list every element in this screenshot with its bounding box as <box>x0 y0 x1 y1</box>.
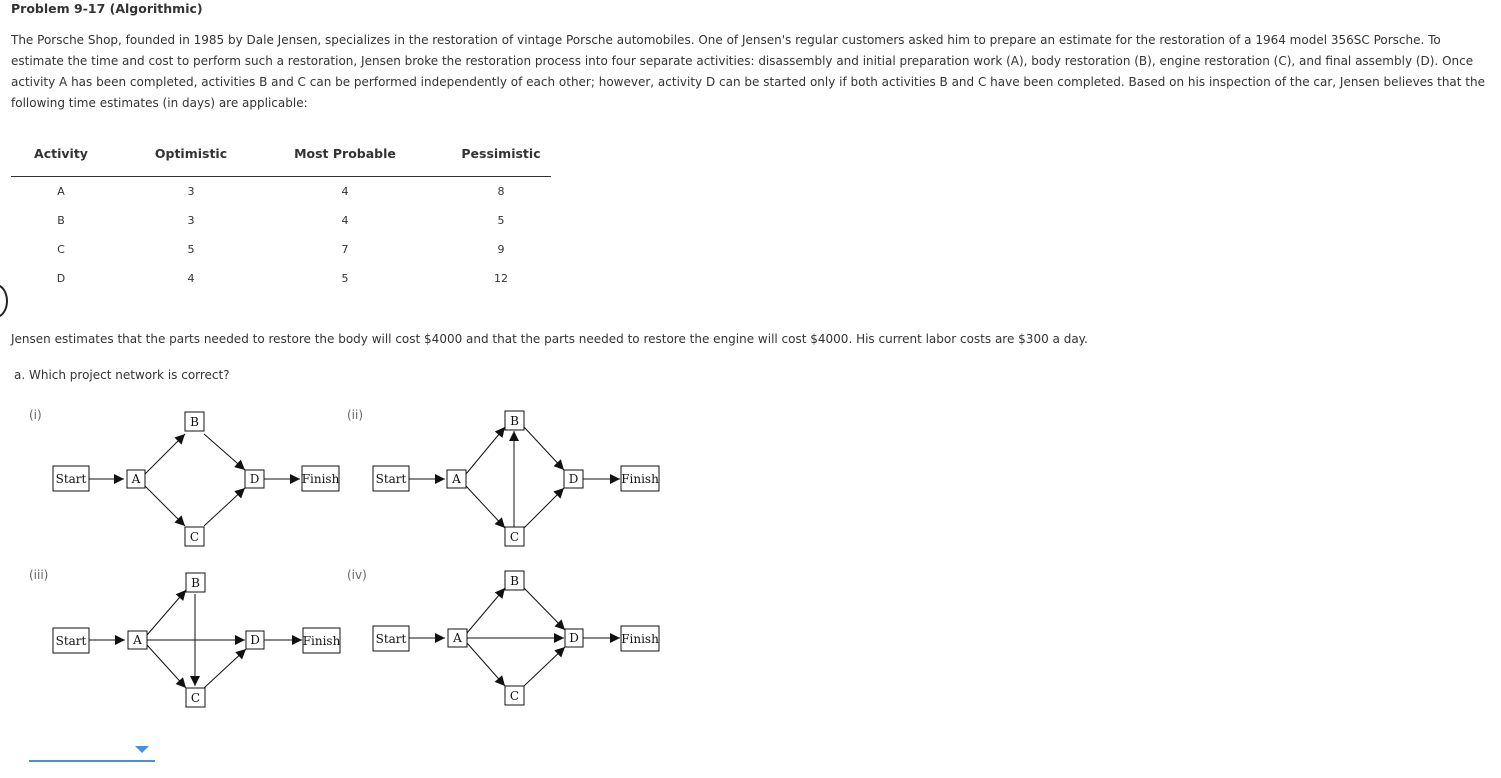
node-c-label: C <box>189 530 200 544</box>
table-cell: 5 <box>187 243 195 256</box>
node-start-label: Start <box>375 472 407 486</box>
table-header: Activity <box>34 146 88 161</box>
node-a-label: A <box>131 472 141 486</box>
table-cell: 7 <box>341 243 349 256</box>
table-cell: C <box>57 243 65 256</box>
node-a-label: A <box>133 633 142 647</box>
table-cell: 5 <box>341 272 349 285</box>
node-b-label: B <box>510 574 519 588</box>
node-start-label: Start <box>55 472 87 486</box>
node-d-label: D <box>568 472 579 486</box>
node-finish-label: Finish <box>621 632 659 646</box>
table-header: Optimistic <box>154 146 228 161</box>
answer-dropdown[interactable] <box>29 742 155 762</box>
network-ii <box>409 427 620 528</box>
option-label-iii: (iii) <box>29 568 49 582</box>
node-start-label: Start <box>375 632 407 646</box>
cost-statement: Jensen estimates that the parts needed to restore the body will cost $4000 and that the parts needed to restore the engine will cost $4000. His current labor costs are $300 a day. <box>11 332 1088 346</box>
node-finish-label: Finish <box>621 472 659 486</box>
question-a: a. Which project network is correct? <box>14 368 230 382</box>
node-finish-label: Finish <box>302 634 341 648</box>
dropdown-arrow-icon[interactable] <box>135 746 149 753</box>
table-cell: 12 <box>494 272 508 285</box>
node-finish-label: Finish <box>301 472 340 486</box>
node-d-label: D <box>569 631 579 645</box>
network-i <box>89 434 300 526</box>
node-b-label: B <box>191 576 200 590</box>
table-header: Most Probable <box>294 146 396 161</box>
table-cell: A <box>57 185 65 198</box>
node-d-label: D <box>249 472 260 486</box>
table-cell: 4 <box>187 272 195 285</box>
table-cell: B <box>57 214 65 227</box>
node-c-label: C <box>509 689 520 703</box>
table-cell: 5 <box>497 214 505 227</box>
node-a-label: A <box>452 472 461 486</box>
table-cell: 4 <box>341 214 349 227</box>
option-label-i: (i) <box>29 408 42 422</box>
problem-title: Problem 9-17 (Algorithmic) <box>11 1 203 16</box>
option-label-iv: (iv) <box>347 568 367 582</box>
option-label-ii: (ii) <box>347 408 364 422</box>
node-c-label: C <box>509 530 520 544</box>
table-cell: 3 <box>187 185 195 198</box>
node-d-label: D <box>250 633 260 647</box>
table-cell: D <box>56 272 66 285</box>
node-a-label: A <box>453 631 462 645</box>
node-c-label: C <box>190 691 201 705</box>
node-b-label: B <box>190 415 199 429</box>
table-header: Pessimistic <box>461 146 541 161</box>
table-cell: 9 <box>497 243 505 256</box>
table-cell: 4 <box>341 185 349 198</box>
node-b-label: B <box>510 414 519 428</box>
problem-intro: The Porsche Shop, founded in 1985 by Dale Jensen, specializes in the restoration of vintage Porsche automobiles. One of Jensen's regular customers asked him to prepare an estimate for the restoration of a 1964 model 356SC Porsche. To estimate the time and cost to perform such a restoration, Jensen broke the restoration process into four separate activities: disassembly and initial preparation work (A), body restoration (B), engine restoration (C), and final assembly (D). Once activity A has been completed, activities B and C can be performed independently of each other; however, activity D can be started only if both activities B and C have been completed. Based on his inspection of the car, Jensen believes that the following time estimates (in days) are applicable: <box>11 33 1485 110</box>
table-cell: 3 <box>187 214 195 227</box>
network-iii <box>89 590 302 688</box>
table-cell: 8 <box>497 185 505 198</box>
network-iv <box>409 588 620 686</box>
node-start-label: Start <box>55 634 87 648</box>
